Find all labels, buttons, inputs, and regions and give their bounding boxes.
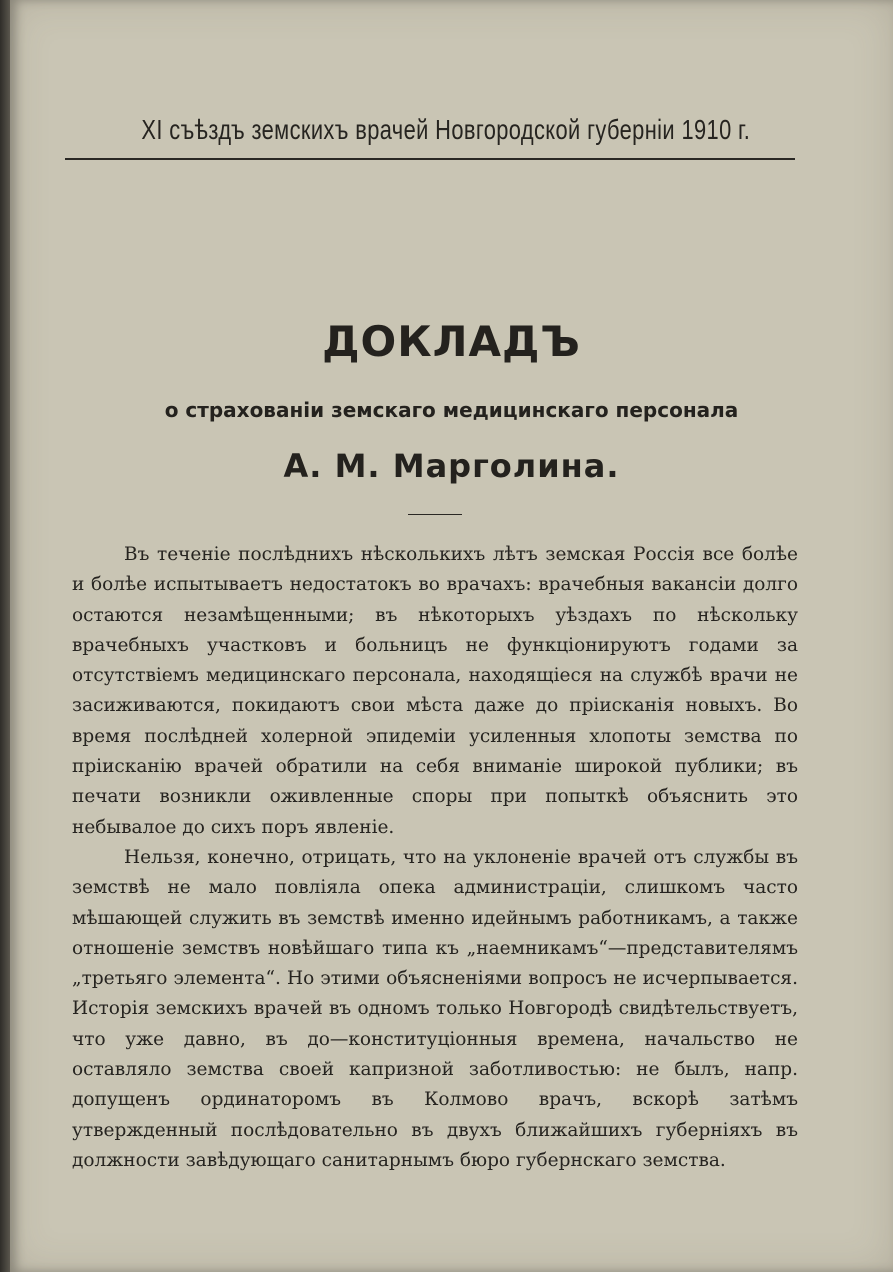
running-head [60, 110, 800, 160]
paragraph-2: Нельзя, конечно, отрицать, что на уклоненіе врачей отъ службы въ земствѣ не мало повліяла опека администраціи, слишкомъ часто мѣшающей служить въ земствѣ именно идейнымъ работникамъ, а также отношеніе земствъ новѣйшаго типа къ „наемникамъ“—представителямъ „третьяго элемента“. Но этими объясненіями вопросъ не исчерпывается. Исторія земскихъ врачей въ одномъ только Новгородѣ свидѣтельствуетъ, что уже давно, въ до—конституціонныя времена, начальство не оставляло земства своей капризной заботливостью: не былъ, напр. допущенъ ординаторомъ въ Колмово врачъ, вскорѣ затѣмъ утвержденный послѣдовательно въ двухъ ближайшихъ губерніяхъ въ должности завѣдующаго санитарнымъ бюро губернскаго земства. [72, 846, 798, 1171]
book-spine-shadow [0, 0, 10, 1272]
section-divider [408, 514, 462, 515]
report-author: А. М. Марголина. [283, 447, 620, 485]
report-title: ДОКЛАДЪ [322, 317, 581, 366]
paragraph-1: Въ теченіе послѣднихъ нѣсколькихъ лѣтъ земская Россія все болѣе и болѣе испытываетъ недостатокъ во врачахъ: врачебныя вакансіи долго остаются незамѣщенными; въ нѣкоторыхъ уѣздахъ по нѣскольку врачебныхъ участковъ и больницъ не функціонируютъ годами за отсутствіемъ медицинскаго персонала, находящіеся на службѣ врачи не засиживаются, покидаютъ свои мѣста даже до пріисканія новыхъ. Во время послѣдней холерной эпидеміи усиленныя хлопоты земства по пріисканію врачей обратили на себя вниманіе широкой публики; въ печати возникли оживленные споры при попыткѣ объяснить это небывалое до сихъ поръ явленіе. [72, 544, 798, 838]
header-rule [65, 158, 795, 160]
body-text [72, 540, 798, 1176]
report-subtitle: о страхованіи земскаго медицинскаго персонала [164, 398, 739, 422]
document-page [10, 0, 893, 1272]
running-head-text: XI съѣздъ земскихъ врачей Новгородской губерніи 1910 г. [141, 114, 751, 145]
